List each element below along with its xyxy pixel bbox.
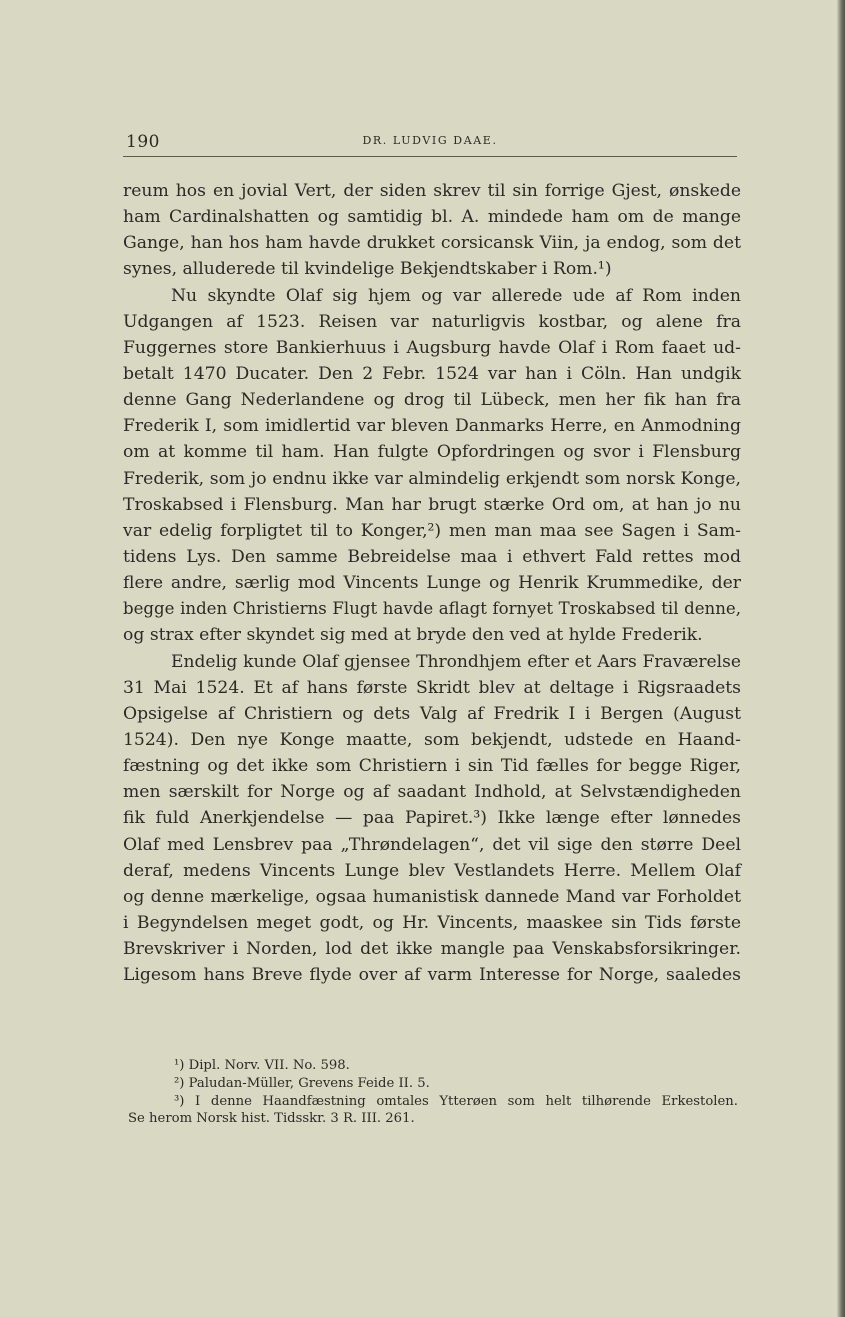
- text-line: om at komme til ham. Han fulgte Opfordringen og svor i Flensburg: [123, 442, 741, 463]
- text-line: deraf, medens Vincents Lunge blev Vestlandets Herre. Mellem Olaf: [123, 860, 741, 881]
- text-line: og strax efter skyndet sig med at bryde den ved at hylde Frederik.: [123, 625, 703, 646]
- text-line: fik fuld Anerkjendelse — paa Papiret.³) Ikke længe efter lønnedes: [123, 808, 741, 829]
- text-line: Fuggernes store Bankierhuus i Augsburg havde Olaf i Rom faaet ud-: [123, 337, 741, 358]
- text-line: Ligesom hans Breve flyde over af varm Interesse for Norge, saaledes: [123, 965, 741, 986]
- text-line: Opsigelse af Christiern og dets Valg af Fredrik I i Bergen (August: [123, 703, 741, 724]
- text-line: fæstning og det ikke som Christiern i sin Tid fælles for begge Riger,: [123, 756, 741, 777]
- footnotes: [128, 1057, 738, 1128]
- text-line: Brevskriver i Norden, lod det ikke mangle paa Venskabsforsikringer.: [123, 939, 741, 960]
- page-number: 190: [126, 132, 160, 152]
- text-line: reum hos en jovial Vert, der siden skrev til sin forrige Gjest, ønskede: [123, 181, 741, 201]
- text-line: Frederik, som jo endnu ikke var almindelig erkjendt som norsk Konge,: [123, 468, 741, 489]
- footnote: ²) Paludan-Müller, Grevens Feide II. 5.: [174, 1075, 430, 1091]
- text-line: men særskilt for Norge og af saadant Indhold, at Selvstændigheden: [123, 782, 741, 803]
- text-line: ham Cardinalshatten og samtidig bl. A. mindede ham om de mange: [123, 207, 741, 228]
- text-line: synes, alluderede til kvindelige Bekjendtskaber i Rom.¹): [123, 259, 612, 280]
- running-head: DR. LUDVIG DAAE.: [362, 134, 498, 147]
- text-line: 31 Mai 1524. Et af hans første Skridt blev at deltage i Rigsraadets: [123, 677, 741, 698]
- footnote: ³) I denne Haandfæstning omtales Ytterøen som helt tilhørende Erkestolen.: [174, 1093, 738, 1109]
- page-header: [123, 128, 737, 157]
- footnote: ¹) Dipl. Norv. VII. No. 598.: [174, 1058, 350, 1073]
- text-line: tidens Lys. Den samme Bebreidelse maa i ethvert Fald rettes mod: [123, 546, 741, 567]
- text-line: betalt 1470 Ducater. Den 2 Febr. 1524 var han i Cöln. Han undgik: [123, 363, 741, 384]
- body-text: [123, 178, 741, 988]
- text-line: i Begyndelsen meget godt, og Hr. Vincents, maaskee sin Tids første: [123, 912, 741, 933]
- text-line: Endelig kunde Olaf gjensee Throndhjem efter et Aars Fraværelse: [171, 651, 741, 672]
- text-line: 1524). Den nye Konge maatte, som bekjendt, udstede en Haand-: [123, 729, 741, 750]
- text-line: og denne mærkelige, ogsaa humanistisk dannede Mand var Forholdet: [123, 886, 741, 907]
- text-line: Nu skyndte Olaf sig hjem og var allerede ude af Rom inden: [171, 285, 741, 306]
- text-line: Olaf med Lensbrev paa „Thrøndelagen“, det vil sige den større Deel: [123, 834, 741, 855]
- text-line: Udgangen af 1523. Reisen var naturligvis kostbar, og alene fra: [123, 311, 741, 332]
- page-edge: [837, 0, 845, 1317]
- footnote: Se herom Norsk hist. Tidsskr. 3 R. III. 261.: [128, 1111, 415, 1127]
- text-line: Frederik I, som imidlertid var bleven Danmarks Herre, en Anmodning: [123, 416, 741, 437]
- text-line: Gange, han hos ham havde drukket corsicansk Viin, ja endog, som det: [123, 233, 741, 254]
- text-line: begge inden Christierns Flugt havde aflagt fornyet Troskabsed til denne,: [123, 599, 741, 619]
- text-line: denne Gang Nederlandene og drog til Lübeck, men her fik han fra: [123, 390, 741, 411]
- text-line: var edelig forpligtet til to Konger,²) men man maa see Sagen i Sam-: [123, 520, 741, 541]
- text-line: flere andre, særlig mod Vincents Lunge og Henrik Krummedike, der: [123, 573, 741, 594]
- text-line: Troskabsed i Flensburg. Man har brugt stærke Ord om, at han jo nu: [123, 494, 741, 515]
